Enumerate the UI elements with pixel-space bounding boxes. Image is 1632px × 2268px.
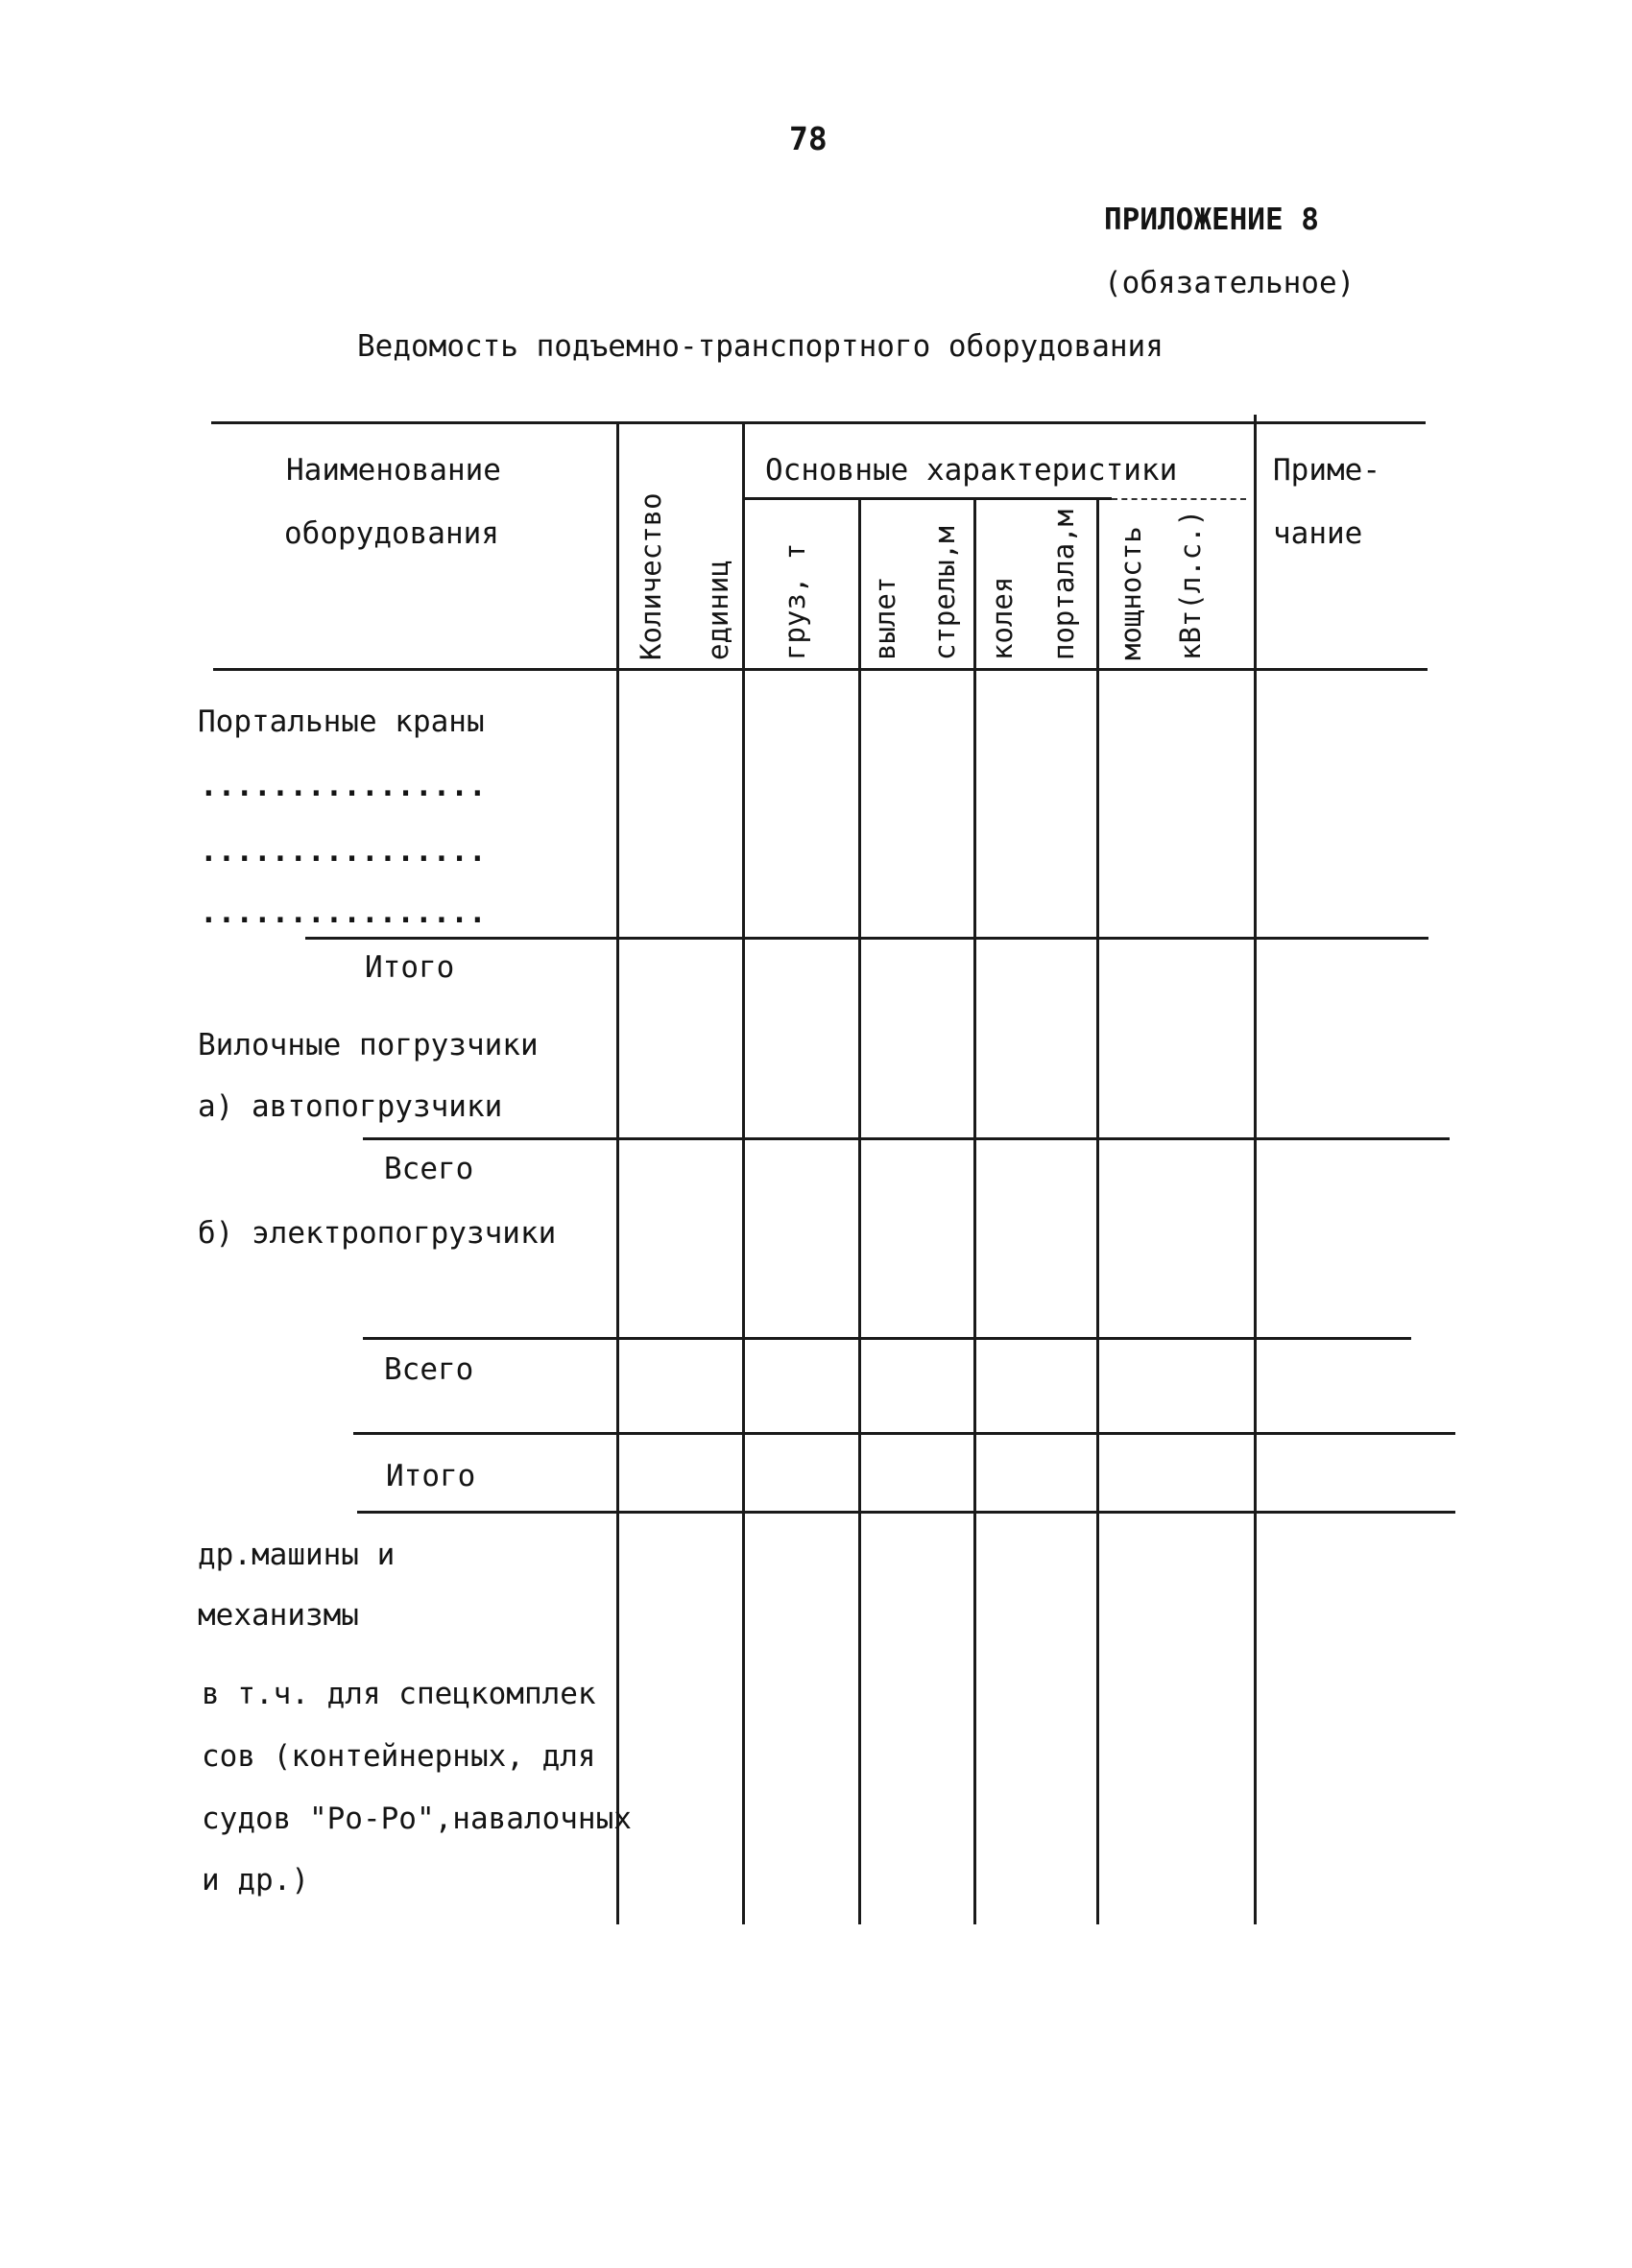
header-note-line1: Приме-	[1273, 453, 1380, 488]
header-qty-line2: единиц	[702, 560, 734, 660]
header-gauge-line1: колея	[986, 576, 1019, 660]
table-top-rule	[211, 421, 1426, 424]
row-dots: ................	[200, 895, 487, 930]
row-total: Итого	[386, 1459, 476, 1493]
row-rule	[305, 937, 1428, 940]
col-rule	[1254, 415, 1257, 1924]
appendix-status: (обязательное)	[1104, 266, 1356, 300]
col-rule	[742, 422, 745, 1924]
header-power-line2: кВт(л.с.)	[1174, 509, 1207, 660]
header-power-line1: мощность	[1115, 526, 1147, 660]
row-total: Итого	[365, 950, 455, 985]
header-name-line2: оборудования	[284, 516, 499, 551]
row-subtotal: Всего	[384, 1352, 474, 1387]
col-rule	[1096, 497, 1099, 1924]
row-other-machines: др.машины и	[198, 1538, 396, 1572]
page-number: 78	[789, 120, 828, 157]
row-electric-forklifts: б) электропогрузчики	[198, 1216, 557, 1251]
appendix-title: ПРИЛОЖЕНИЕ 8	[1104, 203, 1319, 237]
header-name-line1: Наименование	[286, 453, 501, 488]
row-rule	[363, 1137, 1450, 1140]
header-boom-line2: стрелы,м	[928, 526, 961, 660]
row-special-complexes: в т.ч. для спецкомплек	[202, 1677, 596, 1711]
row-other-machines: механизмы	[198, 1598, 359, 1633]
subheader-rule	[744, 497, 1112, 500]
row-rule	[357, 1511, 1455, 1514]
header-main-group: Основные характеристики	[765, 453, 1178, 488]
row-subtotal: Всего	[384, 1152, 474, 1186]
row-dots: ................	[200, 834, 487, 869]
row-special-complexes: судов "Ро-Ро",навалочных	[202, 1802, 632, 1836]
col-rule	[858, 497, 861, 1924]
col-rule	[973, 497, 976, 1924]
document-title: Ведомость подъемно-транспортного оборудования	[357, 329, 1164, 364]
table-header-rule	[213, 668, 1428, 671]
row-rule	[353, 1432, 1455, 1435]
header-cargo: груз, т	[779, 542, 811, 660]
row-portal-cranes: Портальные краны	[198, 704, 485, 739]
subheader-dashed-rule	[1112, 498, 1246, 500]
header-note-line2: чание	[1273, 516, 1363, 551]
row-forklifts: Вилочные погрузчики	[198, 1028, 539, 1062]
header-gauge-line2: портала,м	[1047, 509, 1080, 660]
row-special-complexes: сов (контейнерных, для	[202, 1739, 596, 1774]
header-boom-line1: вылет	[869, 576, 901, 660]
col-rule	[616, 422, 619, 1924]
row-special-complexes: и др.)	[202, 1863, 309, 1898]
row-auto-forklifts: а) автопогрузчики	[198, 1089, 503, 1124]
header-qty-line1: Количество	[635, 492, 667, 660]
row-dots: ................	[200, 769, 487, 803]
